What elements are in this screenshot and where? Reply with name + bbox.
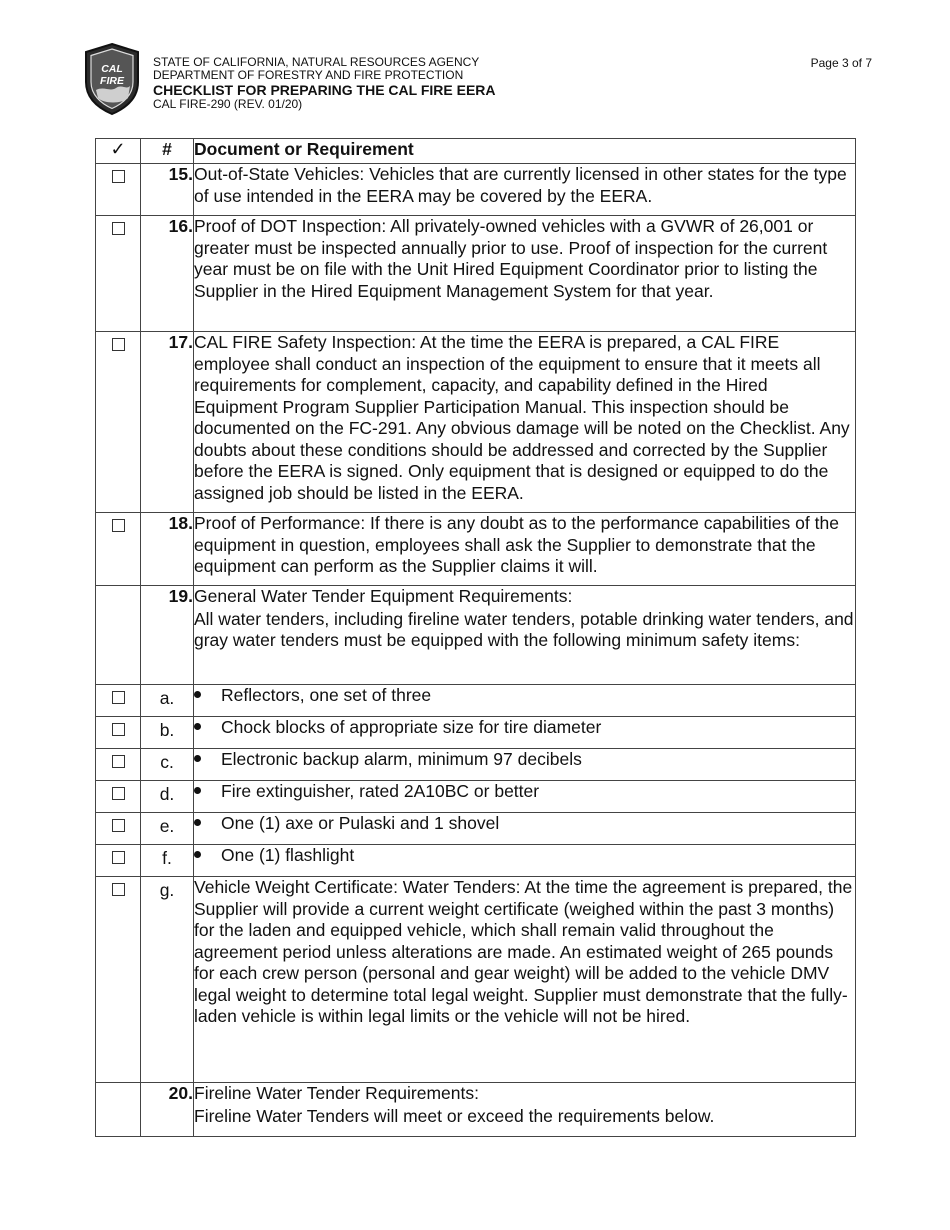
row-number: 16. xyxy=(141,216,194,332)
check-column-header: ✓ xyxy=(96,139,141,164)
requirement-text: Proof of DOT Inspection: All privately-owned vehicles with a GVWR of 26,001 or greater must be inspected annually prior to use. Proof of inspection for the current year must be on file with the Unit Hired Equipment Coordinator prior to listing the Supplier in the Hired Equipment Management System for that year. xyxy=(194,216,828,301)
row-letter: a. xyxy=(141,685,194,717)
requirement-text: Chock blocks of appropriate size for tire diameter xyxy=(221,717,602,737)
row-number: 17. xyxy=(141,332,194,513)
requirement-text: Out-of-State Vehicles: Vehicles that are currently licensed in other states for the type of use intended in the EERA may be covered by the EERA. xyxy=(194,164,847,206)
checkbox[interactable] xyxy=(112,338,125,351)
row-letter: c. xyxy=(141,749,194,781)
bullet-icon xyxy=(194,723,201,730)
table-row xyxy=(96,749,856,781)
table-row xyxy=(96,216,856,332)
requirement-text: Fireline Water Tenders will meet or exceed the requirements below. xyxy=(194,1105,715,1126)
row-number: 15. xyxy=(141,164,194,216)
table-row xyxy=(96,332,856,513)
requirement-heading: General Water Tender Equipment Requirements: xyxy=(194,586,573,606)
requirement-text: One (1) axe or Pulaski and 1 shovel xyxy=(221,813,500,833)
table-header-row xyxy=(96,139,856,164)
bullet-icon xyxy=(194,819,201,826)
page-number: Page 3 of 7 xyxy=(810,56,872,70)
row-letter: b. xyxy=(141,717,194,749)
requirement-text: Fire extinguisher, rated 2A10BC or better xyxy=(221,781,540,801)
row-letter: e. xyxy=(141,813,194,845)
document-header xyxy=(153,56,496,111)
bullet-icon xyxy=(194,691,201,698)
table-row xyxy=(96,685,856,717)
row-letter: d. xyxy=(141,781,194,813)
number-column-header: # xyxy=(141,139,194,164)
bullet-icon xyxy=(194,755,201,762)
requirement-column-header: Document or Requirement xyxy=(194,139,856,164)
svg-text:CAL: CAL xyxy=(101,63,123,75)
requirement-text: Vehicle Weight Certificate: Water Tenders: At the time the agreement is prepared, the Supplier will provide a current weight certificate (weighed within the past 3 months) for the laden and equipped vehicle, which shall remain valid throughout the agreement period unless alterations are made. An estimated weight of 265 pounds for each crew person (personal and gear weight) will be added to the vehicle DMV legal weight to determine total legal weight. Supplier must demonstrate that the fully-laden vehicle is within legal limits or the vehicle will not be hired. xyxy=(194,877,853,1026)
checkbox[interactable] xyxy=(112,519,125,532)
checkbox[interactable] xyxy=(112,787,125,800)
row-number: 19. xyxy=(141,586,194,685)
checkbox[interactable] xyxy=(112,883,125,896)
table-row xyxy=(96,845,856,877)
requirement-text: Electronic backup alarm, minimum 97 decibels xyxy=(221,749,582,769)
table-row xyxy=(96,813,856,845)
requirement-text: One (1) flashlight xyxy=(221,845,355,865)
requirement-text: CAL FIRE Safety Inspection: At the time the EERA is prepared, a CAL FIRE employee shall conduct an inspection of the equipment to ensure that it meets all requirements for complement, capacity, and capability defined in the Hired Equipment Program Supplier Participation Manual. This inspection should be documented on the FC-291. Any obvious damage will be noted on the Checklist. Any doubts about these conditions should be addressed and corrected by the Supplier before the EERA is signed. Only equipment that is designed or equipped to do the assigned job should be listed in the EERA. xyxy=(194,332,850,503)
svg-text:FIRE: FIRE xyxy=(100,75,124,87)
requirement-text: All water tenders, including fireline water tenders, potable drinking water tenders, and gray water tenders must be equipped with the following minimum safety items: xyxy=(194,608,854,650)
checkbox[interactable] xyxy=(112,170,125,183)
department-line: DEPARTMENT OF FORESTRY AND FIRE PROTECTION xyxy=(153,68,464,83)
checkbox[interactable] xyxy=(112,222,125,235)
checkbox[interactable] xyxy=(112,851,125,864)
bullet-icon xyxy=(194,851,201,858)
requirement-text: Reflectors, one set of three xyxy=(221,685,432,705)
table-row xyxy=(96,781,856,813)
cal-fire-logo xyxy=(82,42,142,116)
bullet-icon xyxy=(194,787,201,794)
requirement-heading: Fireline Water Tender Requirements: xyxy=(194,1083,479,1103)
table-row xyxy=(96,877,856,1083)
table-row xyxy=(96,717,856,749)
requirement-text: Proof of Performance: If there is any doubt as to the performance capabilities of the equipment in question, employees shall ask the Supplier to demonstrate that the equipment can perform as the Supplier claims it will. xyxy=(194,513,839,576)
row-letter: g. xyxy=(141,877,194,1083)
checkbox[interactable] xyxy=(112,691,125,704)
checkbox[interactable] xyxy=(112,755,125,768)
table-row xyxy=(96,513,856,586)
agency-line: STATE OF CALIFORNIA, NATURAL RESOURCES AGENCY xyxy=(153,55,480,69)
checkbox[interactable] xyxy=(112,819,125,832)
table-row xyxy=(96,164,856,216)
row-number: 18. xyxy=(141,513,194,586)
form-number: CAL FIRE-290 (REV. 01/20) xyxy=(153,96,303,111)
row-number: 20. xyxy=(141,1083,194,1137)
table-row xyxy=(96,586,856,685)
row-letter: f. xyxy=(141,845,194,877)
table-row xyxy=(96,1083,856,1137)
requirements-table xyxy=(95,138,856,1137)
checkbox[interactable] xyxy=(112,723,125,736)
document-title: CHECKLIST FOR PREPARING THE CAL FIRE EERA xyxy=(153,81,496,98)
